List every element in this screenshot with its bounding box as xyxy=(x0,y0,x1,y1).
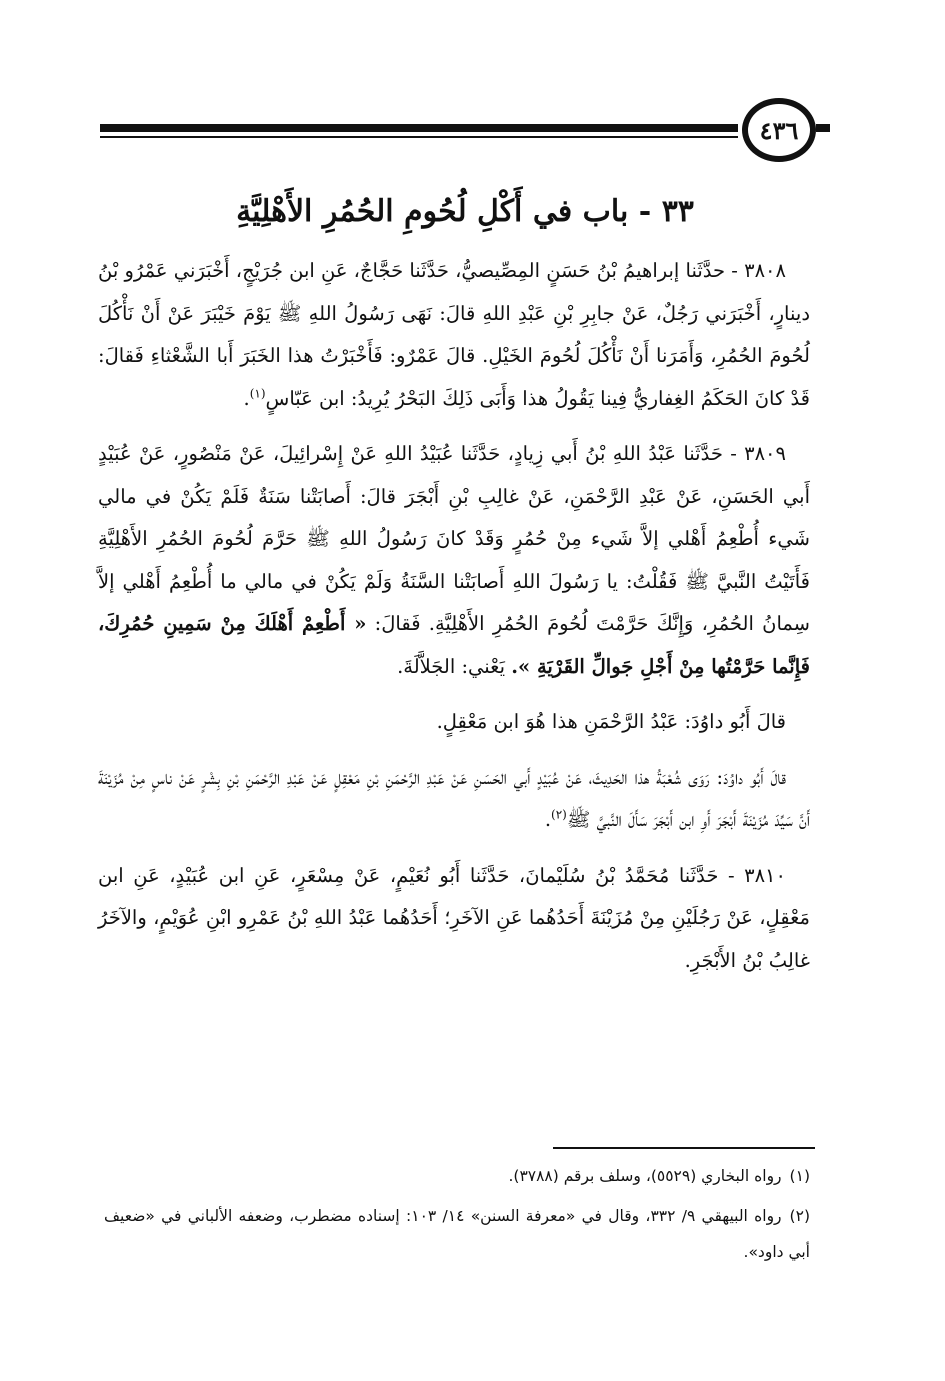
footnote-2-number: (٢) xyxy=(789,1207,810,1225)
footnote-2-text: رواه البيهقي ٩/ ٣٣٢، وقال في «معرفة السنن» ١٤/ ١٠٣: إسناده مضطرب، وضعفه الألباني في «ضعيف أبي داود». xyxy=(104,1207,810,1261)
hadith-3809-text: ٣٨٠٩ - حَدَّثَنا عَبْدُ اللهِ بْنُ أَبي زِيادٍ، حَدَّثَنا عُبَيْدُ اللهِ عَنْ إِسْرائِيلَ، عَنْ مَنْصُورٍ، عَنْ عُبَيْدٍ أَبي الحَسَنِ، عَنْ عَبْدِ الرَّحْمَنِ، عَنْ غالِبِ بْنِ أَبْجَرَ قالَ: أَصابَتْنا سَنَةٌ فَلَمْ يَكُنْ في مالي شَيء أُطْعِمُ أَهْلي إلاَّ شَيء مِنْ حُمُرٍ وَقَدْ كانَ رَسُولُ اللهِ ﷺ حَرَّمَ لُحُومَ الحُمُرِ الأَهْلِيَّةِ فَأَتَيْتُ النَّبيَّ ﷺ فَقُلْتُ: يا رَسُولَ اللهِ أَصابَتْنا السَّنَةُ وَلَمْ يَكُنْ في مالي ما أُطْعِمُ أَهْلي إلاَّ سِمانُ الحُمُرِ، وَإِنَّكَ حَرَّمْتَ لُحُومَ الحُمُرِ الأَهْلِيَّةِ. فَقالَ: xyxy=(98,442,810,635)
footnotes xyxy=(104,1158,810,1274)
page-header xyxy=(100,88,830,176)
hadith-3808-end: . xyxy=(243,386,250,410)
footnote-2 xyxy=(104,1198,810,1270)
footnote-1 xyxy=(104,1158,810,1194)
footnote-ref-2: (٢) xyxy=(551,807,567,822)
abu-dawud-note-2 xyxy=(98,757,810,842)
abu-dawud-note-2-end: . xyxy=(544,808,552,831)
hadith-3809-quote: « أَطْعِمْ أَهْلَكَ مِنْ سَمِينِ حُمُرِكَ، فَإِنَّما حَرَّمْتُها مِنْ أَجْلِ جَوالِّ القَرْيَةِ ». xyxy=(98,612,810,678)
header-rule-right xyxy=(816,124,830,132)
abu-dawud-note-1: قالَ أَبُو داوُدَ: عَبْدُ الرَّحْمَنِ هذا هُوَ ابن مَعْقِلٍ. xyxy=(436,710,786,733)
abu-dawud-note-2-text: قالَ أَبُو داوُدَ: رَوَى شُعْبَةُ هذا الحَدِيثَ، عَنْ عُبَيْدٍ أَبي الحَسَنِ عَنْ عَبْدِ الرَّحْمَنِ بْنِ مَعْقِلٍ عَنْ عَبْدِ الرَّحْمَنِ بْنِ بِشْرٍ عَنْ ناسٍ مِنْ مُزَيْنَةَ أَنَّ سَيِّدَ مُزَيْنَةَ أَبْجَرَ أَوِ ابن أَبْجَرَ سَأَلَ النَّبيَّ ﷺ xyxy=(98,765,810,831)
footnote-ref-1: (١) xyxy=(249,386,266,400)
hadith-3810: ٣٨١٠ - حَدَّثَنا مُحَمَّدُ بْنُ سُلَيْمانَ، حَدَّثَنا أَبُو نُعَيْمٍ، عَنْ مِسْعَرٍ، عَنِ ابن عُبَيْدٍ، عَنِ ابن مَعْقِلٍ، عَنْ رَجُلَيْنِ مِنْ مُزَيْنَةَ أَحَدُهُما عَنِ الآخَرِ؛ أَحَدُهُما عَبْدُ اللهِ بْنُ عَمْرِو ابْنِ عُوَيْمٍ، والآخَرُ غالِبُ بْنُ الأَبْجَرِ. xyxy=(98,863,810,972)
footnote-1-number: (١) xyxy=(789,1167,810,1185)
header-rule-thick xyxy=(100,124,738,132)
footnote-1-text: رواه البخاري (٥٥٢٩)، وسلف برقم (٣٧٨٨). xyxy=(508,1167,782,1185)
hadith-3808-text: ٣٨٠٨ - حدَّثَنا إبراهيمُ بْنُ حَسَنٍ المِصِّيصيُّ، حَدَّثَنا حَجَّاجٌ، عَنِ ابن جُرَيْجٍ، أَخْبَرَني عَمْرُو بْنُ دينارٍ، أَخْبَرَني رَجُلٌ، عَنْ جابِرِ بْنِ عَبْدِ اللهِ قالَ: نَهَى رَسُولُ اللهِ ﷺ يَوْمَ خَيْبَرَ عَنْ أَنْ نَأْكُلَ لُحُومَ الحُمُرِ، وَأَمَرَنا أَنْ نَأْكُلَ لُحُومَ الخَيْلِ. قالَ عَمْرٌو: فَأَخْبَرْتُ هذا الخَبَرَ أَبا الشَّعْثاءِ فَقالَ: قَدْ كانَ الحَكَمُ الغِفاريُّ فِينا يَقُولُ هذا وَأَبَى ذَلِكَ البَحْرُ يُرِيدُ: ابن عَبّاسٍ xyxy=(98,259,810,410)
footnote-separator xyxy=(553,1147,815,1149)
main-text xyxy=(98,250,810,995)
hadith-3808 xyxy=(98,250,810,420)
hadith-3809-tail: يَعْني: الجَلاَّلَةَ. xyxy=(397,654,505,678)
hadith-3809 xyxy=(98,433,810,688)
page-number: ٤٣٦ xyxy=(742,98,816,162)
header-rule-thin xyxy=(100,136,738,138)
chapter-title: ٣٣ - باب في أَكْلِ لُحُومِ الحُمُرِ الأَهْلِيَّةِ xyxy=(236,194,694,229)
